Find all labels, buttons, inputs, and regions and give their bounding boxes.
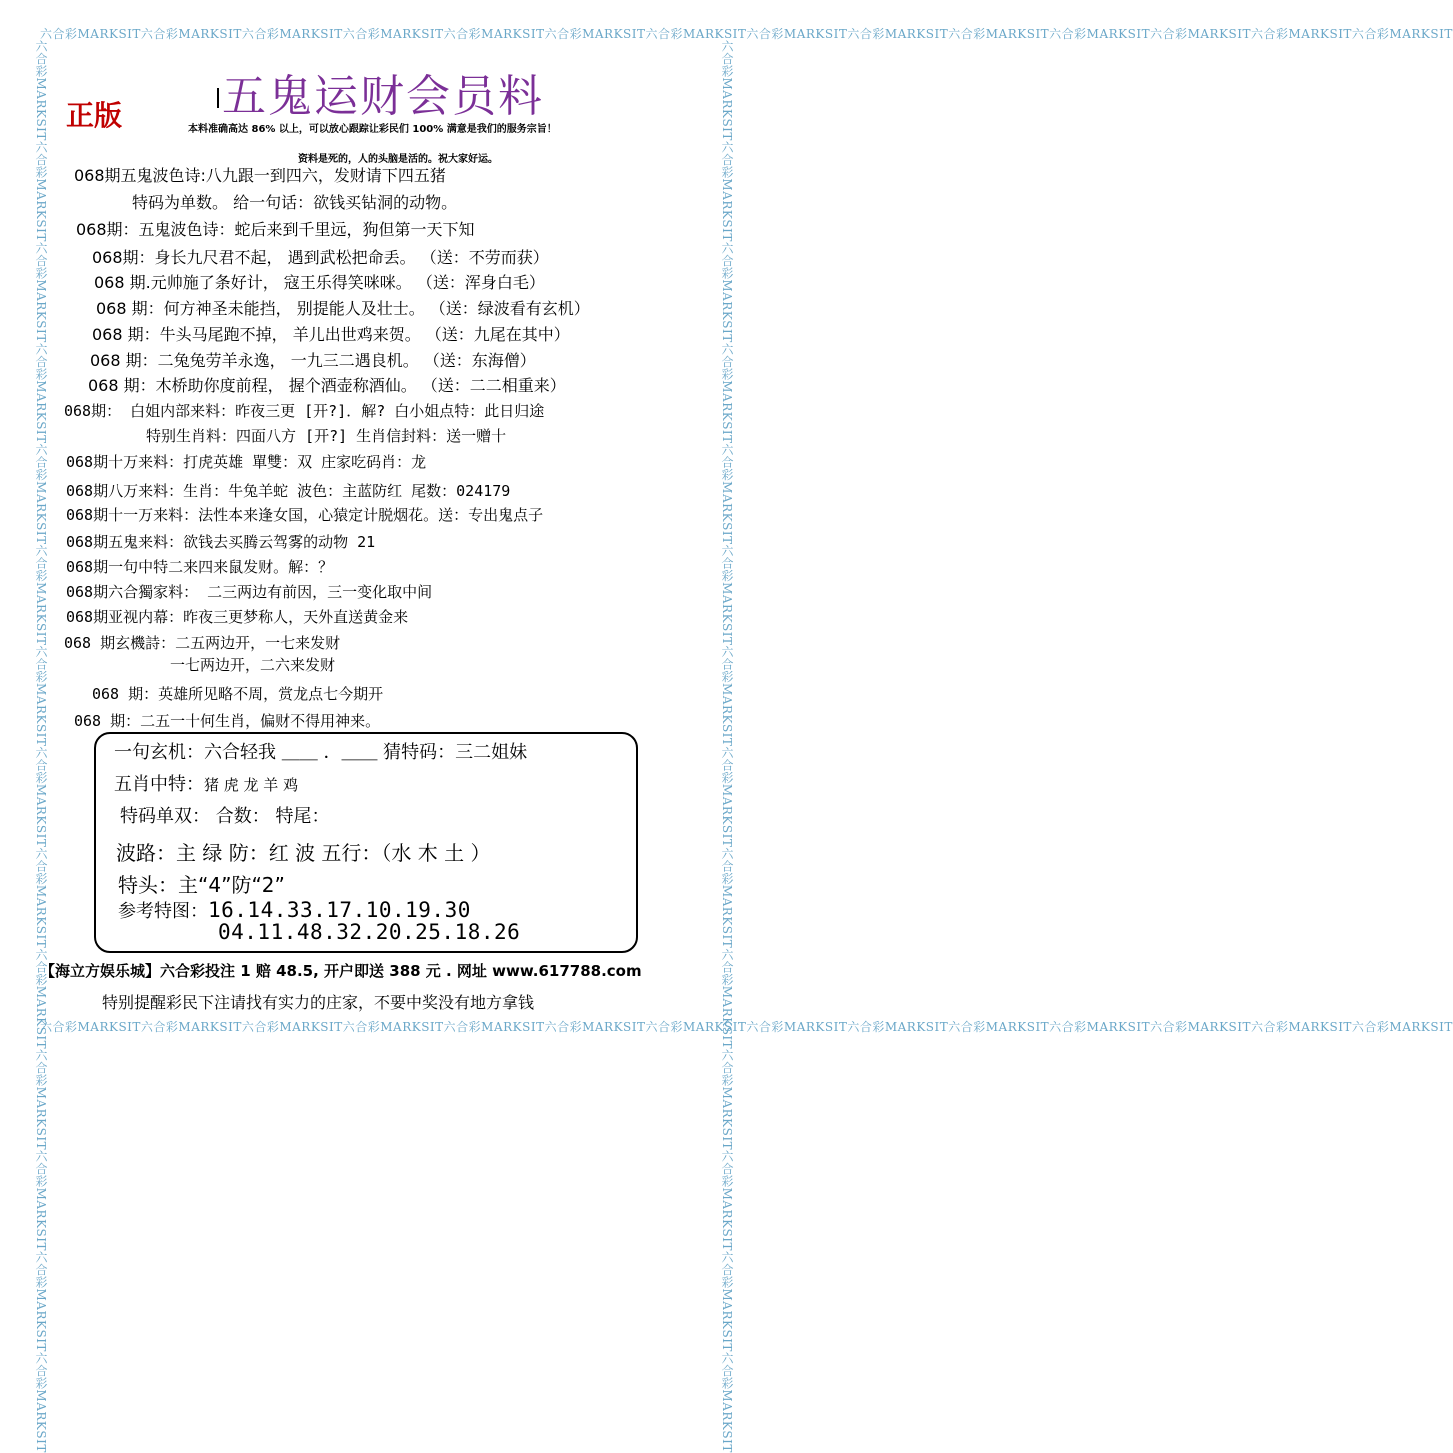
five-zodiac-value: 猪 虎 龙 羊 鸡 [204, 776, 299, 794]
prediction-line: 特码为单数。 给一句话：欲钱买钻洞的动物。 [132, 193, 458, 212]
box-line-riddle: 一句玄机：六合轻我 ＿＿ ．＿＿ 猜特码：三二姐妹 [114, 742, 528, 763]
prediction-line: 068期五鬼波色诗:八九跟一到四六，发财请下四五猪 [74, 166, 446, 185]
box-line-head: 特头：主“4”防“2” [118, 873, 285, 897]
prediction-line: 068 期：木桥助你度前程， 握个酒壶称酒仙。 （送：二二相重来） [88, 376, 566, 395]
prediction-line: 068期亚视内幕：昨夜三更梦称人，天外直送黄金来 [66, 608, 409, 626]
reference-label: 参考特图： [118, 901, 208, 922]
prediction-line: 068期十万来料：打虎英雄 單雙：双 庄家吃码肖：龙 [66, 453, 427, 471]
reference-numbers-1: 16.14.33.17.10.19.30 [208, 898, 471, 922]
reminder-text: 特别提醒彩民下注请找有实力的庄家，不要中奖没有地方拿钱 [102, 993, 535, 1012]
prediction-line: 068期一句中特二来四来鼠发财。解：？ [66, 558, 334, 576]
prediction-line: 068 期：英雄所见略不周，赏龙点七今期开 [92, 685, 384, 703]
prediction-line: 068期： 白姐内部来料：昨夜三更 [开?]．解? 白小姐点特：此日归途 [64, 402, 545, 420]
reference-numbers-2: 04.11.48.32.20.25.18.26 [218, 920, 521, 944]
prediction-line: 068 期玄機詩：二五两边开，一七来发财 [64, 634, 341, 652]
prediction-line: 068期五鬼来料：欲钱去买腾云驾雾的动物 21 [66, 533, 376, 551]
box-line-wave: 波路：主 绿 防：红 波 五行：（水 木 土 ） [116, 841, 491, 865]
tagline-accuracy: 本料准确高达 86% 以上，可以放心跟踪让彩民们 100% 满意是我们的服务宗旨！ [188, 124, 557, 135]
decorative-border-right: 六合彩MARKSIT六合彩MARKSIT六合彩MARKSIT六合彩MARKSIT六合彩MARKSIT六合彩MARKSIT六合彩MARKSIT六合彩MARKSIT六合彩MARKSIT六合彩MARKSIT六合彩MARKSIT六合彩MARKSIT六合彩MARKSIT六合彩MARKSIT [720, 40, 734, 1453]
authentic-label: 正版 [66, 99, 123, 132]
decorative-border-top: 六合彩MARKSIT六合彩MARKSIT六合彩MARKSIT六合彩MARKSIT六合彩MARKSIT六合彩MARKSIT六合彩MARKSIT六合彩MARKSIT六合彩MARKSIT六合彩MARKSIT六合彩MARKSIT六合彩MARKSIT六合彩MARKSIT六合彩MARKSIT [40, 27, 1453, 41]
prediction-line: 068期十一万来料：法性本来逢女国，心猿定计脱烟花。送：专出鬼点子 [66, 506, 544, 524]
prediction-line: 068期六合獨家料： 二三两边有前因，三一变化取中间 [66, 583, 433, 601]
advertisement-banner: 【海立方娱乐城】六合彩投注 1 赔 48.5, 开户即送 388 元 . 网址 www.617788.com [40, 962, 642, 980]
box-line-odd-even: 特码单双： 合数： 特尾： [120, 806, 330, 827]
title-divider [217, 88, 219, 108]
prediction-line: 068 期：何方神圣未能挡， 别提能人及壮士。 （送：绿波看有玄机） [96, 299, 590, 318]
prediction-line: 068 期：二兔兔劳羊永逸， 一九三二遇良机。 （送：东海僧） [90, 351, 536, 370]
prediction-line: 068 期：二五一十何生肖，偏财不得用神来。 [74, 712, 381, 730]
tagline-luck: 资料是死的，人的头脑是活的。祝大家好运。 [298, 154, 498, 165]
prediction-line: 一七两边开，二六来发财 [170, 656, 336, 674]
prediction-line: 068 期：牛头马尾跑不掉， 羊儿出世鸡来贺。 （送：九尾在其中） [92, 325, 570, 344]
box-line-five-zodiac [114, 770, 298, 796]
summary-box [94, 732, 638, 953]
prediction-line: 068期：身长九尺君不起， 遇到武松把命丢。 （送：不劳而获） [92, 248, 549, 267]
five-zodiac-label: 五肖中特： [114, 774, 204, 795]
decorative-border-left: 六合彩MARKSIT六合彩MARKSIT六合彩MARKSIT六合彩MARKSIT六合彩MARKSIT六合彩MARKSIT六合彩MARKSIT六合彩MARKSIT六合彩MARKSIT六合彩MARKSIT六合彩MARKSIT六合彩MARKSIT六合彩MARKSIT六合彩MARKSIT [34, 40, 48, 1453]
prediction-line: 068期八万来料：生肖：牛兔羊蛇 波色：主蓝防红 尾数：024179 [66, 482, 511, 500]
prediction-line: 068期：五鬼波色诗：蛇后来到千里远，狗但第一天下知 [76, 220, 475, 239]
prediction-line: 068 期.元帅施了条好计， 寇王乐得笑咪咪。 （送：浑身白毛） [94, 273, 545, 292]
decorative-border-bottom: 六合彩MARKSIT六合彩MARKSIT六合彩MARKSIT六合彩MARKSIT六合彩MARKSIT六合彩MARKSIT六合彩MARKSIT六合彩MARKSIT六合彩MARKSIT六合彩MARKSIT六合彩MARKSIT六合彩MARKSIT六合彩MARKSIT六合彩MARKSIT [40, 1020, 1453, 1034]
prediction-line: 特别生肖料：四面八方 [开?] 生肖信封料：送一赠十 [146, 427, 507, 445]
page-title: 五鬼运财会员料 [222, 71, 544, 122]
